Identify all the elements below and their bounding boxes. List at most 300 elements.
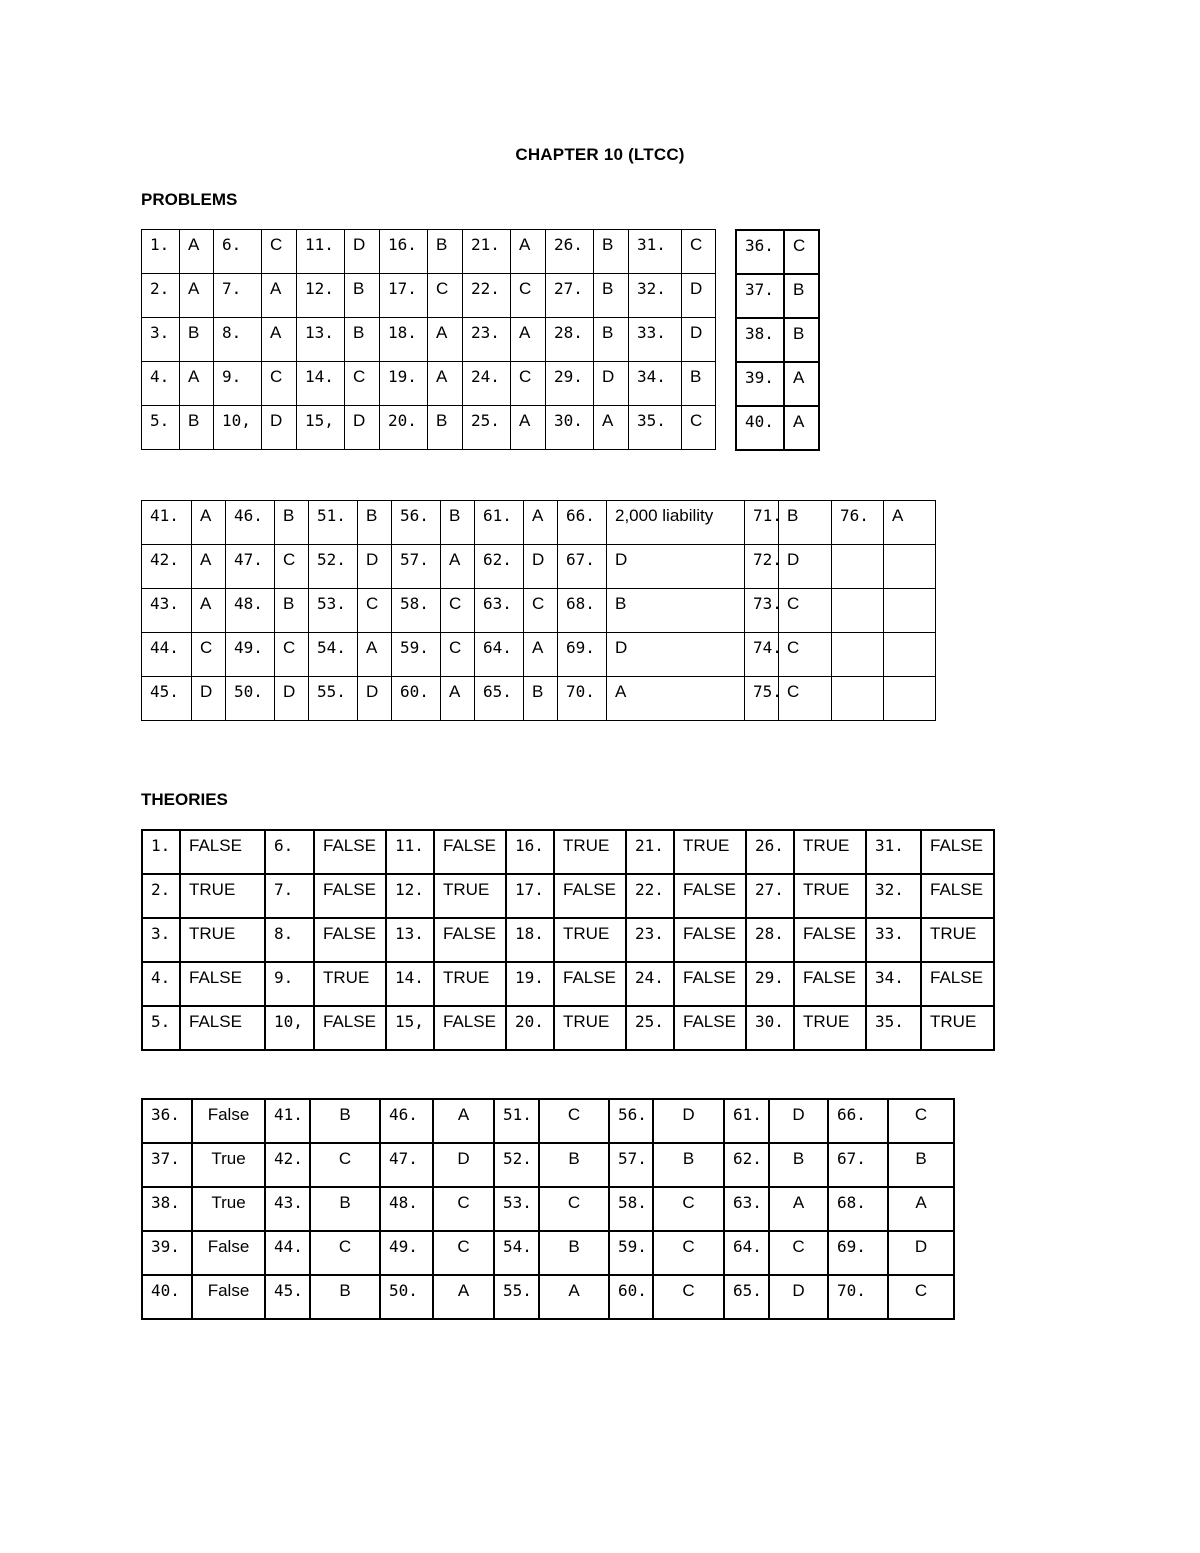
answer-cell: D [682, 318, 716, 362]
table-row [142, 830, 994, 874]
question-number: 12. [297, 274, 345, 318]
answer-cell: D [192, 677, 226, 721]
answer-cell: C [653, 1275, 724, 1319]
question-number: 1. [142, 830, 180, 874]
answer-cell: B [784, 318, 819, 362]
answer-cell: A [888, 1187, 954, 1231]
answer-cell: C [262, 230, 297, 274]
question-number: 61. [475, 501, 524, 545]
question-number: 28. [546, 318, 594, 362]
answer-cell: TRUE [921, 1006, 994, 1050]
answer-cell: FALSE [794, 962, 866, 1006]
answer-cell: FALSE [434, 1006, 506, 1050]
question-number: 40. [142, 1275, 192, 1319]
question-number: 43. [142, 589, 192, 633]
theories-heading: THEORIES [141, 790, 228, 809]
answer-cell: TRUE [554, 1006, 626, 1050]
answer-cell: C [888, 1275, 954, 1319]
answer-cell: C [682, 230, 716, 274]
table-row [142, 874, 994, 918]
answer-cell: A [192, 545, 226, 589]
answer-cell: C [769, 1231, 828, 1275]
answer-cell: A [262, 318, 297, 362]
answer-cell: D [433, 1143, 494, 1187]
answer-cell: A [441, 545, 475, 589]
answer-cell: B [682, 362, 716, 406]
question-number: 65. [475, 677, 524, 721]
answer-cell: TRUE [180, 874, 265, 918]
answer-cell: False [192, 1275, 265, 1319]
answer-cell: C [779, 677, 832, 721]
answer-cell: FALSE [314, 918, 386, 962]
answer-cell: B [275, 501, 309, 545]
answer-cell: C [310, 1231, 380, 1275]
answer-cell: FALSE [674, 1006, 746, 1050]
answer-cell: D [358, 545, 392, 589]
question-number: 26. [746, 830, 794, 874]
answer-cell: B [607, 589, 745, 633]
answer-cell: TRUE [794, 874, 866, 918]
table-row [142, 230, 716, 274]
table-row [142, 589, 936, 633]
answer-cell: False [192, 1231, 265, 1275]
answer-cell: B [310, 1187, 380, 1231]
table-row [142, 1275, 954, 1319]
table-row [142, 633, 936, 677]
answer-cell: TRUE [794, 830, 866, 874]
table-row [736, 362, 819, 406]
answer-cell: B [345, 318, 380, 362]
question-number: 49. [226, 633, 275, 677]
question-number: 13. [386, 918, 434, 962]
answer-cell: True [192, 1143, 265, 1187]
question-number: 48. [380, 1187, 433, 1231]
question-number: 66. [558, 501, 607, 545]
question-number: 51. [494, 1099, 539, 1143]
answer-cell: A [524, 633, 558, 677]
answer-cell: B [180, 318, 214, 362]
answer-cell: C [433, 1231, 494, 1275]
table-row [142, 1099, 954, 1143]
question-number: 41. [142, 501, 192, 545]
answer-cell: FALSE [314, 1006, 386, 1050]
answer-cell: A [441, 677, 475, 721]
answer-cell: A [784, 406, 819, 450]
question-number: 24. [463, 362, 511, 406]
question-number: 18. [380, 318, 428, 362]
answer-cell: FALSE [921, 830, 994, 874]
answer-cell: C [653, 1231, 724, 1275]
question-number: 71. [745, 501, 779, 545]
question-number: 11. [386, 830, 434, 874]
question-number: 67. [558, 545, 607, 589]
answer-cell: TRUE [794, 1006, 866, 1050]
question-number: 53. [494, 1187, 539, 1231]
question-number: 42. [265, 1143, 310, 1187]
question-number: 32. [629, 274, 682, 318]
table-row [142, 274, 716, 318]
answer-cell: FALSE [674, 874, 746, 918]
question-number: 28. [746, 918, 794, 962]
answer-cell: D [682, 274, 716, 318]
question-number: 25. [626, 1006, 674, 1050]
answer-cell: A [180, 274, 214, 318]
answer-cell: TRUE [921, 918, 994, 962]
question-number: 1. [142, 230, 180, 274]
answer-cell: B [539, 1143, 609, 1187]
answer-cell: D [653, 1099, 724, 1143]
question-number: 50. [226, 677, 275, 721]
answer-cell: C [539, 1099, 609, 1143]
answer-cell: C [653, 1187, 724, 1231]
answer-cell: A [884, 501, 936, 545]
question-number: 64. [475, 633, 524, 677]
answer-cell: FALSE [180, 962, 265, 1006]
question-number: 15, [297, 406, 345, 450]
answer-cell: B [653, 1143, 724, 1187]
question-number: 7. [265, 874, 314, 918]
question-number: 35. [629, 406, 682, 450]
question-number: 30. [746, 1006, 794, 1050]
question-number: 6. [265, 830, 314, 874]
question-number: 32. [866, 874, 921, 918]
answer-cell: A [358, 633, 392, 677]
answer-cell: D [594, 362, 629, 406]
table-row [142, 918, 994, 962]
answer-cell: D [358, 677, 392, 721]
theories-answer-table-2 [141, 1098, 955, 1320]
answer-cell: FALSE [921, 962, 994, 1006]
answer-cell: D [607, 545, 745, 589]
answer-cell: B [441, 501, 475, 545]
question-number: 4. [142, 362, 180, 406]
question-number: 5. [142, 406, 180, 450]
question-number: 68. [558, 589, 607, 633]
question-number: 57. [392, 545, 441, 589]
answer-cell: C [511, 362, 546, 406]
question-number: 45. [142, 677, 192, 721]
question-number: 58. [609, 1187, 653, 1231]
answer-cell: C [262, 362, 297, 406]
table-row [736, 230, 819, 274]
question-number: 56. [609, 1099, 653, 1143]
question-number: 52. [309, 545, 358, 589]
question-number: 46. [226, 501, 275, 545]
answer-cell: A [192, 501, 226, 545]
question-number: 49. [380, 1231, 433, 1275]
answer-cell: D [769, 1275, 828, 1319]
answer-cell: B [428, 230, 463, 274]
question-number: 46. [380, 1099, 433, 1143]
question-number: 2. [142, 274, 180, 318]
question-number: 16. [380, 230, 428, 274]
answer-cell: FALSE [674, 918, 746, 962]
question-number: 11. [297, 230, 345, 274]
answer-cell: A [539, 1275, 609, 1319]
question-number: 19. [380, 362, 428, 406]
question-number: 22. [463, 274, 511, 318]
question-number: 7. [214, 274, 262, 318]
question-number: 16. [506, 830, 554, 874]
answer-cell: B [784, 274, 819, 318]
answer-cell: FALSE [434, 830, 506, 874]
question-number: 45. [265, 1275, 310, 1319]
table-row [736, 318, 819, 362]
answer-cell: TRUE [434, 962, 506, 1006]
question-number: 23. [626, 918, 674, 962]
question-number: 25. [463, 406, 511, 450]
question-number: 29. [746, 962, 794, 1006]
question-number: 65. [724, 1275, 769, 1319]
question-number: 73. [745, 589, 779, 633]
answer-cell: A [607, 677, 745, 721]
question-number: 62. [724, 1143, 769, 1187]
question-number: 17. [380, 274, 428, 318]
question-number: 58. [392, 589, 441, 633]
question-number: 70. [558, 677, 607, 721]
answer-cell: C [784, 230, 819, 274]
question-number: 69. [558, 633, 607, 677]
question-number: 34. [629, 362, 682, 406]
problems-answer-table-1 [141, 229, 716, 450]
question-number: 31. [866, 830, 921, 874]
answer-cell: B [310, 1275, 380, 1319]
answer-cell: B [594, 274, 629, 318]
question-number: 67. [828, 1143, 888, 1187]
answer-cell: TRUE [434, 874, 506, 918]
answer-cell: A [524, 501, 558, 545]
table-row [142, 318, 716, 362]
question-number: 38. [736, 318, 784, 362]
answer-cell: TRUE [314, 962, 386, 1006]
question-number: 33. [629, 318, 682, 362]
question-number: 72. [745, 545, 779, 589]
answer-cell: FALSE [794, 918, 866, 962]
answer-cell: True [192, 1187, 265, 1231]
answer-cell: C [358, 589, 392, 633]
question-number: 42. [142, 545, 192, 589]
answer-cell: D [888, 1231, 954, 1275]
question-number: 3. [142, 918, 180, 962]
table-row [736, 274, 819, 318]
question-number: 61. [724, 1099, 769, 1143]
answer-cell: B [358, 501, 392, 545]
answer-cell: FALSE [314, 830, 386, 874]
answer-cell: FALSE [554, 874, 626, 918]
answer-cell: C [779, 589, 832, 633]
question-number: 10, [214, 406, 262, 450]
question-number [832, 545, 884, 589]
answer-cell: B [594, 230, 629, 274]
answer-cell: D [345, 406, 380, 450]
answer-cell: B [769, 1143, 828, 1187]
theories-answer-table-1 [141, 829, 995, 1051]
question-number: 52. [494, 1143, 539, 1187]
answer-cell: B [888, 1143, 954, 1187]
question-number: 64. [724, 1231, 769, 1275]
answer-cell: C [310, 1143, 380, 1187]
answer-cell: A [428, 362, 463, 406]
question-number: 54. [494, 1231, 539, 1275]
question-number: 19. [506, 962, 554, 1006]
question-number: 4. [142, 962, 180, 1006]
answer-cell: C [511, 274, 546, 318]
table-row [142, 406, 716, 450]
question-number: 21. [626, 830, 674, 874]
table-row [142, 545, 936, 589]
answer-cell: A [180, 230, 214, 274]
answer-cell: D [275, 677, 309, 721]
answer-cell: FALSE [674, 962, 746, 1006]
question-number: 76. [832, 501, 884, 545]
question-number: 59. [392, 633, 441, 677]
table-row [142, 962, 994, 1006]
question-number: 22. [626, 874, 674, 918]
question-number: 68. [828, 1187, 888, 1231]
answer-cell: C [345, 362, 380, 406]
answer-cell: B [779, 501, 832, 545]
answer-cell: FALSE [314, 874, 386, 918]
answer-cell: C [441, 589, 475, 633]
question-number: 17. [506, 874, 554, 918]
answer-cell [884, 677, 936, 721]
question-number: 15, [386, 1006, 434, 1050]
question-number: 60. [609, 1275, 653, 1319]
question-number: 69. [828, 1231, 888, 1275]
question-number: 39. [142, 1231, 192, 1275]
question-number: 60. [392, 677, 441, 721]
answer-cell: A [594, 406, 629, 450]
answer-cell: A [428, 318, 463, 362]
question-number: 27. [546, 274, 594, 318]
question-number: 44. [142, 633, 192, 677]
problems-answer-table-3 [141, 500, 936, 721]
answer-cell: B [594, 318, 629, 362]
answer-cell: D [524, 545, 558, 589]
question-number: 59. [609, 1231, 653, 1275]
answer-cell: 2,000 liability [607, 501, 745, 545]
answer-cell: A [180, 362, 214, 406]
question-number: 24. [626, 962, 674, 1006]
table-row [142, 1006, 994, 1050]
question-number: 51. [309, 501, 358, 545]
answer-cell: TRUE [674, 830, 746, 874]
question-number: 12. [386, 874, 434, 918]
question-number: 33. [866, 918, 921, 962]
answer-cell: B [310, 1099, 380, 1143]
answer-cell: C [524, 589, 558, 633]
question-number: 53. [309, 589, 358, 633]
question-number: 21. [463, 230, 511, 274]
answer-cell: C [441, 633, 475, 677]
question-number: 9. [265, 962, 314, 1006]
answer-cell: C [888, 1099, 954, 1143]
answer-cell: C [682, 406, 716, 450]
question-number: 31. [629, 230, 682, 274]
question-number: 48. [226, 589, 275, 633]
question-number: 54. [309, 633, 358, 677]
question-number: 66. [828, 1099, 888, 1143]
table-row [142, 362, 716, 406]
question-number: 41. [265, 1099, 310, 1143]
answer-cell: B [428, 406, 463, 450]
question-number [832, 589, 884, 633]
answer-cell: A [511, 318, 546, 362]
question-number: 40. [736, 406, 784, 450]
answer-cell: D [769, 1099, 828, 1143]
answer-cell: B [180, 406, 214, 450]
answer-cell: C [433, 1187, 494, 1231]
page-title: CHAPTER 10 (LTCC) [515, 145, 685, 164]
answer-cell: A [511, 230, 546, 274]
answer-cell: A [433, 1099, 494, 1143]
question-number: 56. [392, 501, 441, 545]
question-number: 10, [265, 1006, 314, 1050]
question-number: 30. [546, 406, 594, 450]
question-number: 50. [380, 1275, 433, 1319]
question-number: 63. [724, 1187, 769, 1231]
table-row [142, 677, 936, 721]
question-number: 74. [745, 633, 779, 677]
question-number: 5. [142, 1006, 180, 1050]
question-number: 14. [386, 962, 434, 1006]
question-number: 38. [142, 1187, 192, 1231]
question-number: 23. [463, 318, 511, 362]
question-number: 9. [214, 362, 262, 406]
answer-cell: D [779, 545, 832, 589]
answer-cell: B [539, 1231, 609, 1275]
question-number: 34. [866, 962, 921, 1006]
question-number: 43. [265, 1187, 310, 1231]
question-number: 29. [546, 362, 594, 406]
question-number: 13. [297, 318, 345, 362]
question-number: 62. [475, 545, 524, 589]
table-row [142, 1143, 954, 1187]
question-number: 20. [380, 406, 428, 450]
question-number: 37. [736, 274, 784, 318]
problems-heading: PROBLEMS [141, 190, 238, 209]
question-number: 3. [142, 318, 180, 362]
answer-cell: TRUE [554, 918, 626, 962]
answer-cell: A [262, 274, 297, 318]
answer-cell: A [769, 1187, 828, 1231]
question-number: 57. [609, 1143, 653, 1187]
table-row [736, 406, 819, 450]
answer-cell: D [345, 230, 380, 274]
answer-cell [884, 589, 936, 633]
answer-cell: C [428, 274, 463, 318]
question-number: 70. [828, 1275, 888, 1319]
answer-cell: C [275, 633, 309, 677]
answer-cell: False [192, 1099, 265, 1143]
question-number: 44. [265, 1231, 310, 1275]
table-row [142, 1187, 954, 1231]
question-number: 18. [506, 918, 554, 962]
answer-cell: C [192, 633, 226, 677]
question-number: 20. [506, 1006, 554, 1050]
table-row [142, 1231, 954, 1275]
question-number: 8. [265, 918, 314, 962]
question-number: 63. [475, 589, 524, 633]
answer-cell: A [433, 1275, 494, 1319]
answer-cell: B [345, 274, 380, 318]
answer-cell: B [524, 677, 558, 721]
problems-answer-table-2 [735, 229, 820, 451]
answer-cell: FALSE [180, 1006, 265, 1050]
question-number: 55. [494, 1275, 539, 1319]
answer-cell: C [779, 633, 832, 677]
answer-cell: TRUE [554, 830, 626, 874]
